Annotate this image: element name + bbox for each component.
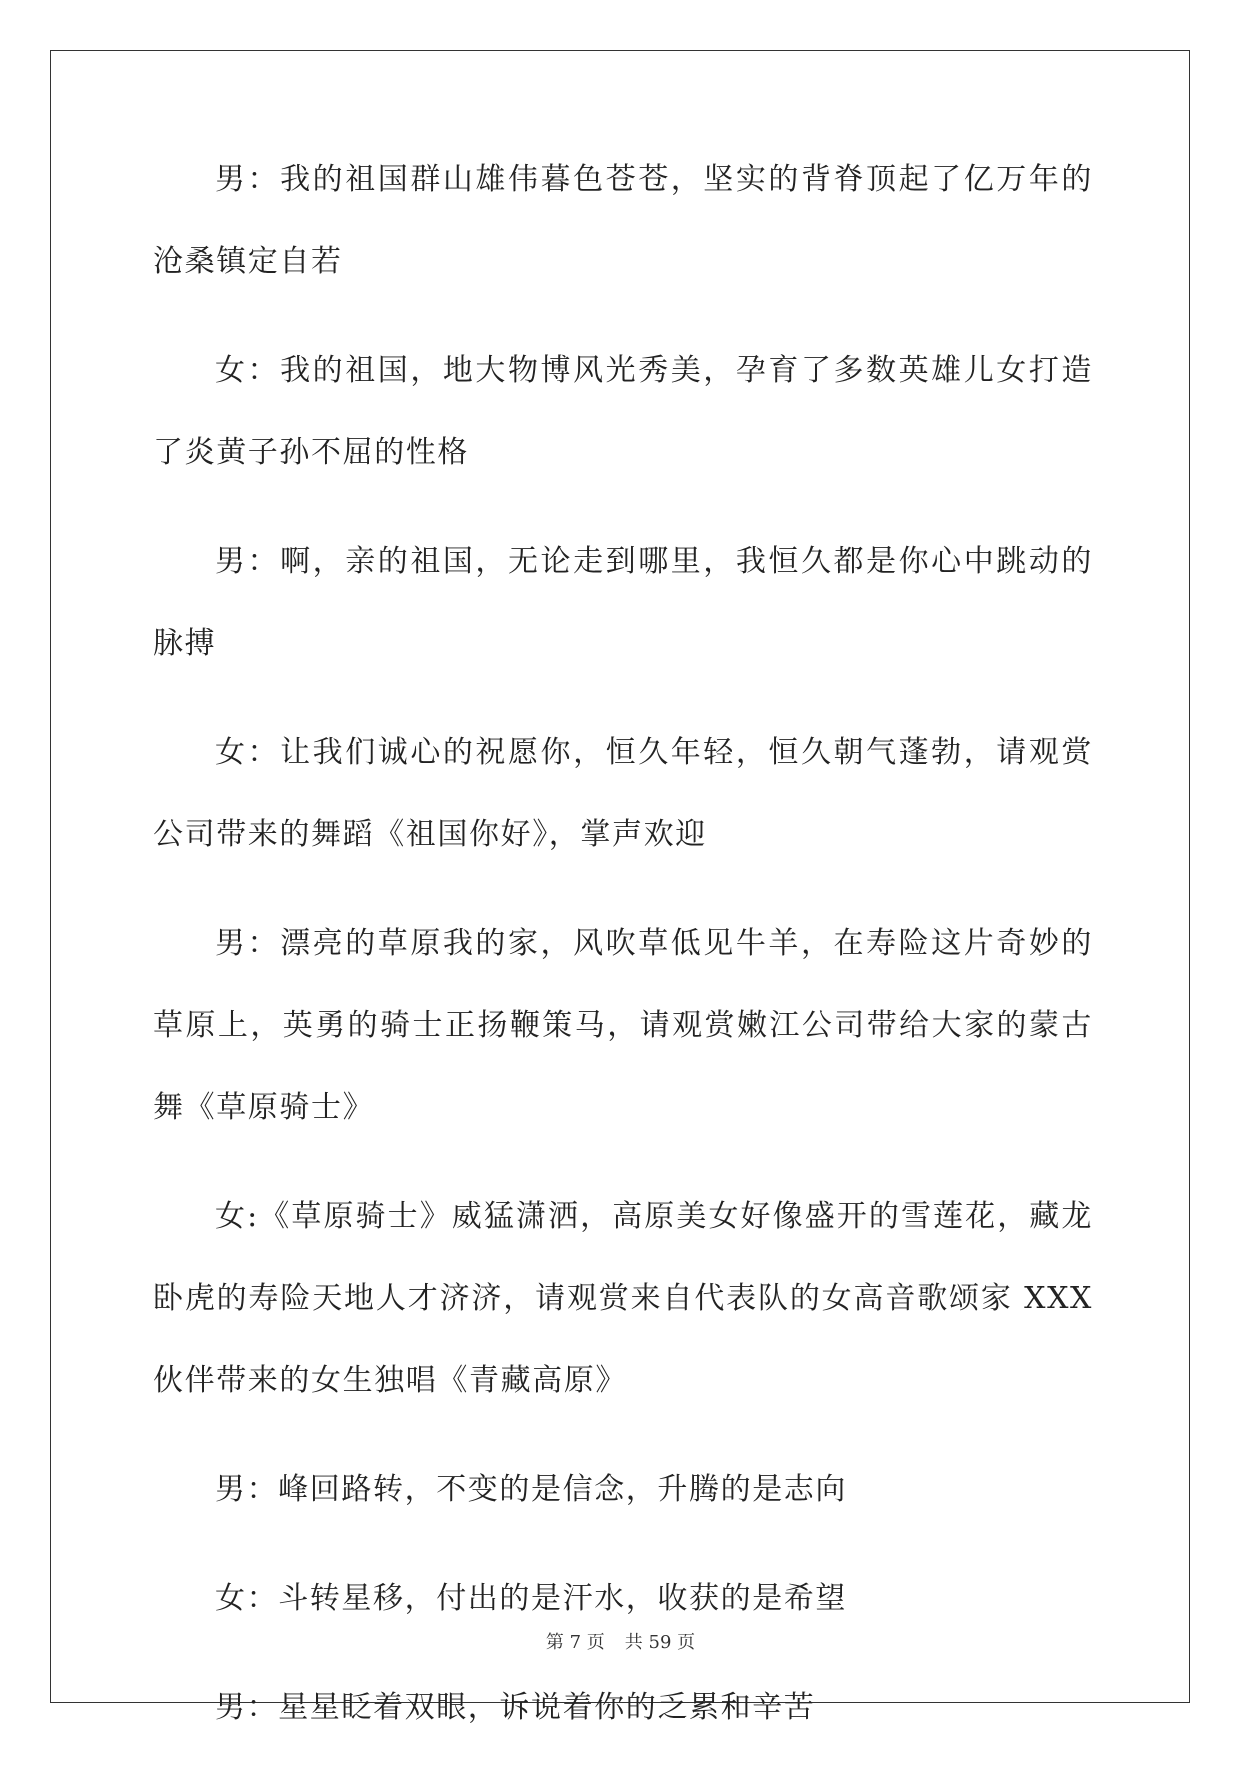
dialogue-paragraph: 男：啊，亲的祖国，无论走到哪里，我恒久都是你心中跳动的脉搏	[153, 544, 1093, 661]
dialogue-paragraph: 女:《草原骑士》威猛潇洒，高原美女好像盛开的雪莲花，藏龙卧虎的寿险天地人才济济，请观赏来自代表队的女高音歌颂家 XXX 伙伴带来的女生独唱《青藏高原》	[153, 1199, 1093, 1398]
page-total: 共 59 页	[624, 1632, 696, 1653]
page-number: 第 7 页	[545, 1632, 605, 1653]
dialogue-paragraph: 男：漂亮的草原我的家，风吹草低见牛羊，在寿险这片奇妙的草原上，英勇的骑士正扬鞭策马，请观赏嫩江公司带给大家的蒙古舞《草原骑士》	[153, 926, 1093, 1125]
dialogue-paragraph: 女：我的祖国，地大物博风光秀美，孕育了多数英雄儿女打造了炎黄子孙不屈的性格	[153, 353, 1093, 470]
dialogue-paragraph: 女：让我们诚心的祝愿你，恒久年轻，恒久朝气蓬勃，请观赏公司带来的舞蹈《祖国你好》，掌声欢迎	[153, 735, 1093, 852]
document-body	[153, 162, 1093, 1776]
dialogue-paragraph: 男：峰回路转，不变的是信念，升腾的是志向	[215, 1472, 847, 1507]
dialogue-paragraph: 男：我的祖国群山雄伟暮色苍苍，坚实的背脊顶起了亿万年的沧桑镇定自若	[153, 162, 1093, 279]
dialogue-paragraph: 女：斗转星移，付出的是汗水，收获的是希望	[215, 1581, 847, 1616]
dialogue-paragraph: 男：星星眨着双眼，诉说着你的乏累和辛苦	[215, 1690, 816, 1725]
page-footer	[0, 1628, 1241, 1654]
